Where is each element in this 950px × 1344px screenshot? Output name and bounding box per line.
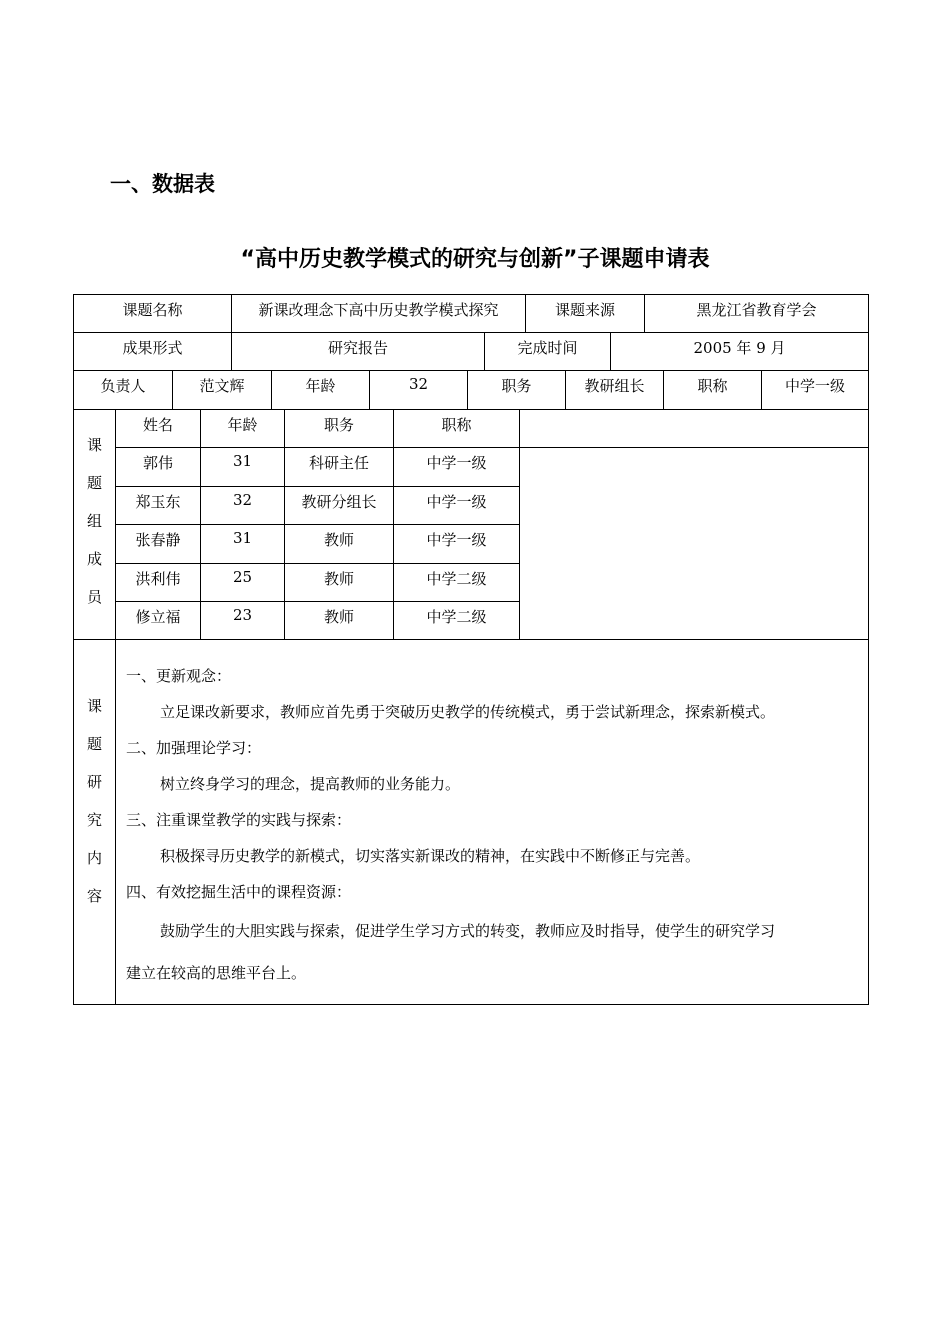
- member-age: 31: [201, 525, 285, 563]
- members-side-label: 课 题 组 成 员: [74, 410, 116, 640]
- document-title: “高中历史教学模式的研究与创新”子课题申请表: [240, 247, 710, 272]
- members-table: [73, 409, 869, 640]
- member-title: 中学二级: [394, 563, 520, 601]
- research-paragraph-4-cont: 建立在较高的思维平台上。: [126, 964, 307, 982]
- member-title: 中学二级: [394, 601, 520, 639]
- section-title: 一、数据表: [110, 172, 215, 196]
- table-row: [74, 448, 869, 486]
- member-title: 中学一级: [394, 525, 520, 563]
- research-table: [73, 639, 869, 1005]
- topic-name-label: 课题名称: [74, 295, 232, 333]
- member-duty: 教师: [285, 525, 394, 563]
- leader-age-value: 32: [370, 371, 468, 410]
- research-heading-4: 四、有效挖掘生活中的课程资源：: [126, 883, 352, 901]
- topic-source-label: 课题来源: [526, 295, 645, 333]
- topic-source-value: 黑龙江省教育学会: [645, 295, 869, 333]
- research-side-label: 课 题 研 究 内 容: [74, 640, 116, 1005]
- member-age: 31: [201, 448, 285, 486]
- completion-time-value: 2005 年 9 月: [611, 333, 869, 371]
- topic-name-value: 新课改理念下高中历史教学模式探究: [232, 295, 526, 333]
- member-duty: 教师: [285, 601, 394, 639]
- header-age: 年龄: [201, 410, 285, 448]
- member-duty: 科研主任: [285, 448, 394, 486]
- leader-value: 范文辉: [173, 371, 272, 410]
- row-topic: [73, 294, 869, 333]
- leader-title-value: 中学一级: [762, 371, 869, 410]
- member-duty: 教师: [285, 563, 394, 601]
- member-age: 32: [201, 486, 285, 524]
- header-duty: 职务: [285, 410, 394, 448]
- research-heading-1: 一、更新观念：: [126, 667, 232, 685]
- research-paragraph-2: 树立终身学习的理念，提高教师的业务能力。: [160, 775, 461, 793]
- research-paragraph-4: 鼓励学生的大胆实践与探索，促进学生学习方式的转变，教师应及时指导，使学生的研究学习: [160, 922, 776, 940]
- member-name: 郭伟: [116, 448, 201, 486]
- member-name: 修立福: [116, 601, 201, 639]
- leader-duty-value: 教研组长: [566, 371, 664, 410]
- blank-cell: [520, 448, 869, 640]
- completion-time-label: 完成时间: [485, 333, 611, 371]
- member-title: 中学一级: [394, 486, 520, 524]
- member-age: 25: [201, 563, 285, 601]
- member-title: 中学一级: [394, 448, 520, 486]
- header-name: 姓名: [116, 410, 201, 448]
- result-form-label: 成果形式: [74, 333, 232, 371]
- row-result: [73, 332, 869, 371]
- leader-title-label: 职称: [664, 371, 762, 410]
- header-title: 职称: [394, 410, 520, 448]
- research-paragraph-1: 立足课改新要求，教师应首先勇于突破历史教学的传统模式，勇于尝试新理念，探索新模式。: [160, 703, 776, 721]
- leader-age-label: 年龄: [272, 371, 370, 410]
- member-duty: 教研分组长: [285, 486, 394, 524]
- member-name: 郑玉东: [116, 486, 201, 524]
- leader-duty-label: 职务: [468, 371, 566, 410]
- member-name: 洪利伟: [116, 563, 201, 601]
- member-name: 张春静: [116, 525, 201, 563]
- result-form-value: 研究报告: [232, 333, 485, 371]
- member-age: 23: [201, 601, 285, 639]
- research-content: [116, 640, 869, 1005]
- row-leader: [73, 370, 869, 410]
- research-heading-2: 二、加强理论学习：: [126, 739, 262, 757]
- leader-label: 负责人: [74, 371, 173, 410]
- research-paragraph-3: 积极探寻历史教学的新模式，切实落实新课改的精神，在实践中不断修正与完善。: [160, 847, 701, 865]
- blank-header-cell: [520, 410, 869, 448]
- research-heading-3: 三、注重课堂教学的实践与探索：: [126, 811, 352, 829]
